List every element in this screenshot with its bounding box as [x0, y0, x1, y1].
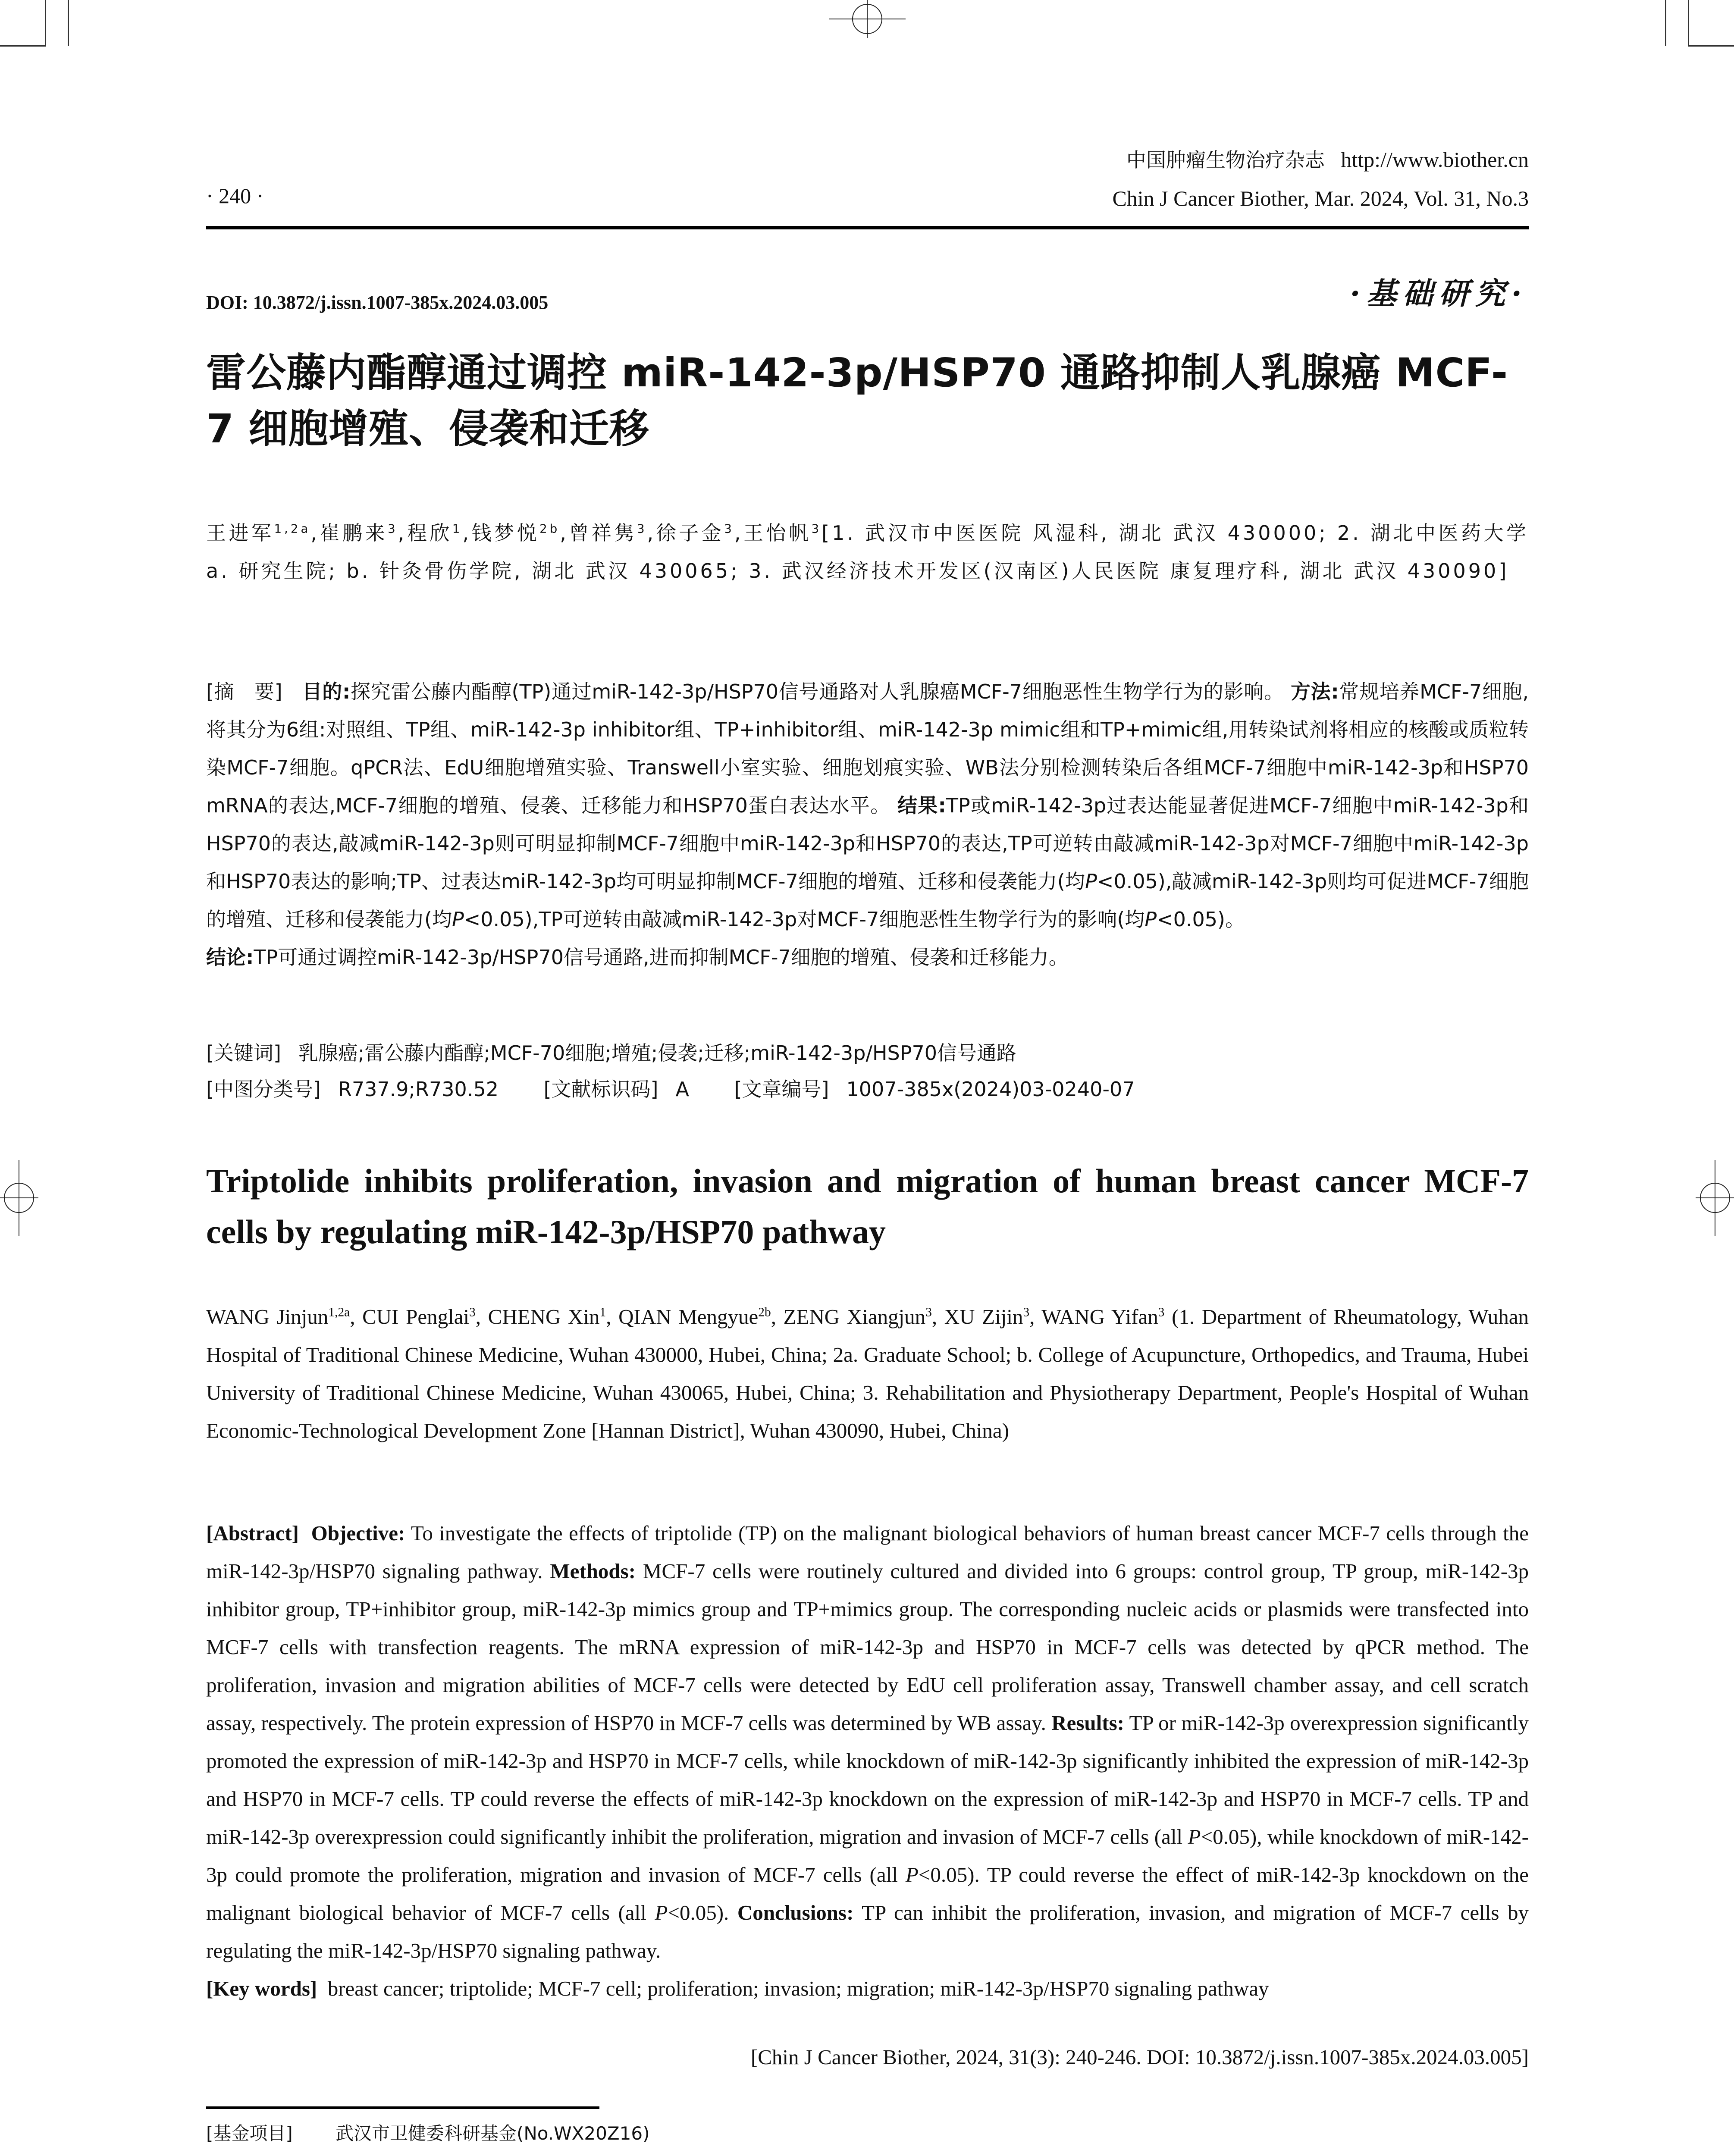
doi-line: DOI: 10.3872/j.issn.1007-385x.2024.03.005 — [206, 292, 549, 313]
conclusion-text-en: TP can inhibit the proliferation, invasion, and migration of MCF-7 cells by regulating the miR-142-3p/HSP70 signaling pathway. — [206, 1901, 1529, 1962]
results-text-cn: TP或miR-142-3p过表达能显著促进MCF-7细胞中miR-142-3p和HSP70的表达,敲减miR-142-3p则可明显抑制MCF-7细胞中miR-142-3p和HSP70的表达,TP可逆转由敲减miR-142-3p对MCF-7细胞中miR-142-3p和HSP70表达的影响;TP、过表达miR-142-3p均可明显抑制MCF-7细胞的增殖、迁移和侵袭能力(均P<0.05),敲减miR-142-3p则均可促进MCF-7细胞的增殖、迁移和侵袭能力(均P<0.05),TP可逆转由敲减miR-142-3p对MCF-7细胞恶性生物学行为的影响(均P<0.05)。 — [206, 794, 1529, 931]
abstract-en — [206, 1514, 1529, 2008]
objective-text-cn: 探究雷公藤内酯醇(TP)通过miR-142-3p/HSP70信号通路对人乳腺癌MCF-7细胞恶性生物学行为的影响。 — [350, 680, 1284, 703]
author-name: 徐子金 — [656, 521, 724, 545]
abstract-label-en: [Abstract] — [206, 1521, 299, 1545]
objective-label-en: Objective: — [311, 1521, 405, 1545]
affiliations-en: (1. Department of Rheumatology, Wuhan Hospital of Traditional Chinese Medicine, Wuhan 430000, Hubei, China; 2a. Graduate School; b. College of Acupuncture, Orthopedics, and Trauma, Hubei University of Traditional Chinese Medicine, Wuhan 430065, Hubei, China; 3. Rehabilitation and Physiotherapy Department, People's Hospital of Wuhan Economic-Technological Development Zone [Hannan District], Wuhan 430090, Hubei, China) — [206, 1305, 1529, 1442]
conclusions-label-en: Conclusions: — [737, 1901, 854, 1924]
doc-code-label: [文献标识码] — [543, 1078, 658, 1101]
keywords-label-en: [Key words] — [206, 1977, 317, 2000]
author-list-en: WANG Jinjun$^{1,2a}$, CUI Penglai$^3$, CHENG Xin$^1$, QIAN Mengyue$^{2b}$, ZENG Xiangjun$^3$, XU Zijin$^3$, WANG Yifan$^3$ — [206, 1305, 1165, 1329]
author-affiliation-sup: 1,2a — [328, 1305, 350, 1319]
author-affiliation-sup: 3 — [1023, 1305, 1030, 1319]
clc-value: R737.9;R730.52 — [338, 1078, 499, 1101]
footnote-text: 武汉市卫健委科研基金(No.WX20Z16) — [336, 2123, 650, 2144]
objective-text-en: To investigate the effects of triptolide (TP) on the malignant biological behaviors of human breast cancer MCF-7 cells through the miR-142-3p/HSP70 signaling pathway. — [206, 1521, 1529, 1583]
classification-row — [206, 1076, 1135, 1102]
author-name: WANG Jinjun — [206, 1305, 329, 1329]
article-no-label: [文章编号] — [734, 1078, 829, 1101]
header-rule — [206, 226, 1529, 229]
title-cn: 雷公藤内酯醇通过调控 miR-142-3p/HSP70 通路抑制人乳腺癌 MCF-7 细胞增殖、侵袭和迁移 — [206, 350, 1508, 452]
journal-name-en: Chin J Cancer Biother, Mar. 2024, Vol. 31, No.3 — [1112, 186, 1529, 210]
author-name: CUI Penglai — [362, 1305, 470, 1329]
results-text-en: TP or miR-142-3p overexpression significantly promoted the expression of miR-142-3p and HSP70 in MCF-7 cells, while knockdown of miR-142-3p significantly inhibited the expression of miR-142-3p and HSP70 in MCF-7 cells. TP could reverse the effects of miR-142-3p knockdown on the expression of miR-142-3p and HSP70 in MCF-7 cells. TP and miR-142-3p overexpression could significantly inhibit the proliferation, migration and invasion of MCF-7 cells (all P<0.05), while knockdown of miR-142-3p could promote the proliferation, migration and invasion of MCF-7 cells (all P<0.05). TP could reverse the effect of miR-142-3p knockdown on the malignant biological behavior of MCF-7 cells (all P<0.05). — [206, 1711, 1529, 1924]
affiliations-cn: [1. 武汉市中医医院 风湿科, 湖北 武汉 430000; 2. 湖北中医药大学 a. 研究生院; b. 针灸骨伤学院, 湖北 武汉 430065; 3. 武汉经济技术开发区(汉南区)人民医院 康复理疗科, 湖北 武汉 430090] — [206, 521, 1529, 583]
keywords-cn — [206, 1040, 1016, 1066]
keywords-text-en: breast cancer; triptolide; MCF-7 cell; proliferation; invasion; migration; miR-142-3p/HSP70 signaling pathway — [327, 1977, 1269, 2000]
author-affiliation-sup: 3 — [724, 521, 734, 536]
author-affiliation-sup: 3 — [1158, 1305, 1165, 1319]
journal-header-cn — [1126, 147, 1529, 173]
methods-label-cn: 方法: — [1290, 680, 1339, 703]
author-name: 王进军 — [206, 521, 274, 545]
footnote-rule — [206, 2106, 599, 2109]
author-name: CHENG Xin — [488, 1305, 600, 1329]
citation: [Chin J Cancer Biother, 2024, 31(3): 240-246. DOI: 10.3872/j.issn.1007-385x.2024.03.005] — [750, 2045, 1529, 2069]
author-list-cn: 王进军$^{1,2a}$,崔鹏来$^3$,程欣$^1$,钱梦悦$^{2b}$,曾祥隽$^3$,徐子金$^3$,王怡帆$^3$ — [206, 521, 822, 545]
author-affiliation-sup: 3 — [469, 1305, 476, 1319]
author-affiliation-sup: 3 — [811, 521, 822, 536]
author-affiliation-sup: 1 — [452, 521, 463, 536]
authors-en — [206, 1298, 1529, 1450]
keywords-text-cn: 乳腺癌;雷公藤内酯醇;MCF-70细胞;增殖;侵袭;迁移;miR-142-3p/HSP70信号通路 — [298, 1041, 1017, 1065]
author-affiliation-sup: 1 — [599, 1305, 606, 1319]
conclusion-label-cn: 结论: — [206, 946, 254, 969]
author-affiliation-sup: 2b — [758, 1305, 771, 1319]
page-number: · 240 · — [206, 184, 264, 208]
author-name: 曾祥隽 — [568, 521, 637, 545]
methods-text-en: MCF-7 cells were routinely cultured and divided into 6 groups: control group, TP group, miR-142-3p inhibitor group, TP+inhibitor group, miR-142-3p mimics group and TP+mimics group. The corresponding nucleic acids or plasmids were transfected into MCF-7 cells with transfection reagents. The mRNA expression of miR-142-3p and HSP70 in MCF-7 cells was detected by qPCR method. The proliferation, invasion and migration abilities of MCF-7 cells were detected by EdU cell proliferation assay, Transwell chamber assay, and cell scratch assay, respectively. The protein expression of HSP70 in MCF-7 cells was determined by WB assay. — [206, 1559, 1529, 1735]
author-name: 钱梦悦 — [471, 521, 540, 545]
authors-cn — [206, 514, 1529, 590]
journal-url[interactable]: http://www.biother.cn — [1341, 147, 1529, 172]
author-affiliation-sup: 1,2a — [274, 521, 311, 536]
author-affiliation-sup: 3 — [925, 1305, 932, 1319]
author-name: 程欣 — [407, 521, 452, 545]
author-name: ZENG Xiangjun — [783, 1305, 926, 1329]
author-name: 崔鹏来 — [320, 521, 388, 545]
objective-label-cn: 目的: — [302, 680, 351, 703]
doc-code-value: A — [675, 1078, 689, 1101]
author-affiliation-sup: 3 — [637, 521, 647, 536]
conclusion-text-cn: TP可通过调控miR-142-3p/HSP70信号通路,进而抑制MCF-7细胞的增殖、侵袭和迁移能力。 — [254, 946, 1069, 969]
article-no-value: 1007-385x(2024)03-0240-07 — [846, 1078, 1135, 1101]
footnote-funding — [206, 2122, 649, 2146]
author-affiliation-sup: 2b — [539, 521, 560, 536]
journal-name-cn: 中国肿瘤生物治疗杂志 — [1126, 148, 1325, 172]
abstract-label-cn: [摘 要] — [206, 680, 282, 703]
results-label-en: Results: — [1051, 1711, 1124, 1735]
footnote-label: [基金项目] — [206, 2123, 293, 2144]
author-name: 王怡帆 — [743, 521, 812, 545]
section-tag: ·基础研究· — [1350, 276, 1528, 311]
results-label-cn: 结果: — [897, 794, 946, 817]
keywords-label-cn: [关键词] — [206, 1041, 281, 1065]
author-name: QIAN Mengyue — [618, 1305, 759, 1329]
title-en: Triptolide inhibits proliferation, invasion and migration of human breast cancer MCF-7 cells by regulating miR-142-3p/HSP70 pathway — [206, 1162, 1529, 1250]
abstract-cn — [206, 673, 1529, 976]
methods-text-cn: 常规培养MCF-7细胞,将其分为6组:对照组、TP组、miR-142-3p inhibitor组、TP+inhibitor组、miR-142-3p mimic组和TP+mimic组,用转染试剂将相应的核酸或质粒转染MCF-7细胞。qPCR法、EdU细胞增殖实验、Transwell小室实验、细胞划痕实验、WB法分别检测转染后各组MCF-7细胞中miR-142-3p和HSP70 mRNA的表达,MCF-7细胞的增殖、侵袭、迁移能力和HSP70蛋白表达水平。 — [206, 680, 1529, 817]
author-affiliation-sup: 3 — [388, 521, 398, 536]
author-name: WANG Yifan — [1041, 1305, 1158, 1329]
clc-label: [中图分类号] — [206, 1078, 321, 1101]
author-name: XU Zijin — [944, 1305, 1023, 1329]
methods-label-en: Methods: — [550, 1559, 636, 1583]
